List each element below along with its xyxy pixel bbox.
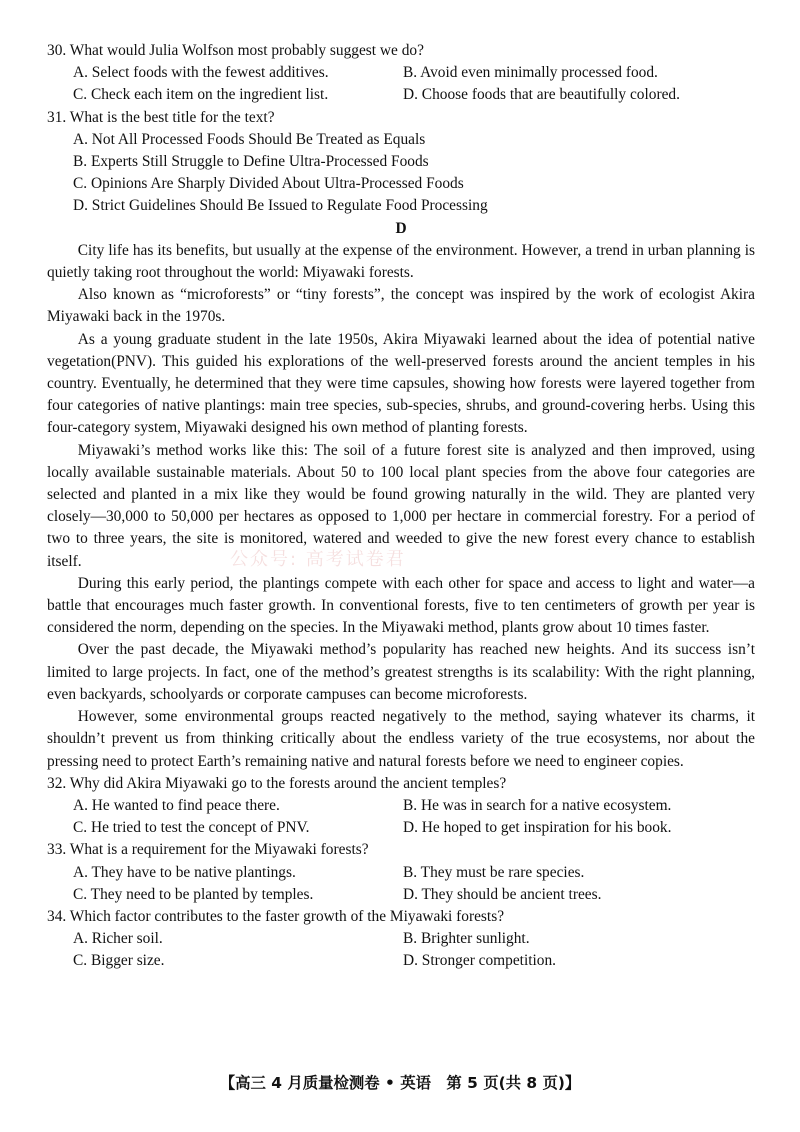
- option-b: B. Experts Still Struggle to Define Ultra-Processed Foods: [73, 153, 429, 171]
- options-list: [47, 129, 755, 218]
- option-c: C. He tried to test the concept of PNV.: [73, 819, 310, 837]
- option-d: D. Strict Guidelines Should Be Issued to Regulate Food Processing: [73, 197, 488, 215]
- page-content: [47, 40, 755, 973]
- option-b: B. Avoid even minimally processed food.: [403, 64, 658, 82]
- option-c: C. They need to be planted by temples.: [73, 885, 314, 903]
- passage-paragraph: During this early period, the plantings compete with each other for space and access to light and water—a battle that encourages much faster growth. In conventional forests, five to ten centimeters of growth per year is considered the norm, depending on the species. In the Miyawaki method, plants grow about 10 times faster.: [47, 574, 755, 637]
- options-grid: [47, 62, 755, 106]
- passage-paragraph: Over the past decade, the Miyawaki method’s popularity has reached new heights. And its success isn’t limited to large projects. In fact, one of the method’s greatest strengths is its scalability: With the right planning, even backyards, schoolyards or corporate campuses can become microforests.: [47, 641, 755, 703]
- passage-paragraph: However, some environmental groups reacted negatively to the method, saying whatever its charms, it shouldn’t prevent us from thinking critically about the endless variety of the true ecosystems, nor about the pressing need to protect Earth’s remaining native and natural forests before we need to engineer copies.: [47, 708, 755, 770]
- option-b: B. He was in search for a native ecosystem.: [403, 796, 672, 814]
- option-d: D. Choose foods that are beautifully colored.: [403, 86, 680, 104]
- question-stem: 32. Why did Akira Miyawaki go to the forests around the ancient temples?: [47, 774, 507, 792]
- passage-paragraph: Miyawaki’s method works like this: The soil of a future forest site is analyzed and then improved, using locally available sustainable materials. About 50 to 100 local plant species from the above four categories are selected and planted in a mix like they would be found growing naturally in the wild. They are planted very closely—30,000 to 50,000 per hectares as opposed to 1,000 per hectare in commercial forestry. For a period of two to three years, the site is monitored, watered and weeded to give the new forest every chance to establish itself.: [47, 441, 755, 570]
- question-stem: 30. What would Julia Wolfson most probably suggest we do?: [47, 42, 424, 59]
- option-d: D. They should be ancient trees.: [403, 885, 602, 903]
- question-34: [47, 906, 755, 973]
- page-footer: 【高三 4 月质量检测卷 • 英语 第 5 页(共 8 页)】: [219, 1074, 581, 1092]
- passage-paragraph: Also known as “microforests” or “tiny forests”, the concept was inspired by the work of ecologist Akira Miyawaki back in the 1970s.: [47, 286, 755, 326]
- option-a: A. They have to be native plantings.: [73, 863, 296, 881]
- options-grid: [47, 928, 755, 972]
- option-a: A. Richer soil.: [73, 930, 163, 948]
- option-c: C. Bigger size.: [73, 952, 165, 970]
- option-b: B. Brighter sunlight.: [403, 930, 530, 948]
- option-b: B. They must be rare species.: [403, 863, 585, 881]
- option-c: C. Check each item on the ingredient list.: [73, 86, 329, 104]
- options-grid: [47, 862, 755, 906]
- options-grid: [47, 795, 755, 839]
- question-stem: 33. What is a requirement for the Miyawaki forests?: [47, 841, 369, 859]
- question-32: [47, 773, 755, 840]
- option-a: A. He wanted to find peace there.: [73, 796, 280, 814]
- passage-paragraph: City life has its benefits, but usually at the expense of the environment. However, a trend in urban planning is quietly taking root throughout the world: Miyawaki forests.: [47, 241, 755, 282]
- question-stem: 31. What is the best title for the text?: [47, 108, 275, 126]
- option-a: A. Select foods with the fewest additives.: [73, 64, 329, 82]
- question-33: [47, 839, 755, 906]
- option-d: D. Stronger competition.: [403, 952, 557, 970]
- question-31: [47, 107, 755, 218]
- option-c: C. Opinions Are Sharply Divided About Ultra-Processed Foods: [73, 175, 464, 193]
- section-heading: D: [395, 219, 407, 237]
- question-stem: 34. Which factor contributes to the faster growth of the Miyawaki forests?: [47, 907, 505, 925]
- passage-paragraph: As a young graduate student in the late 1950s, Akira Miyawaki learned about the idea of potential native vegetation(PNV). This guided his explorations of the well-preserved forests around the ancient temples in his country. Eventually, he determined that they were time capsules, showing how forests were layered together from four categories of native plantings: main tree species, sub-species, shrubs, and ground-covering herbs. Using this four-category system, Miyawaki designed his own method of planting forests.: [47, 330, 755, 437]
- question-30: [47, 40, 755, 107]
- reading-passage: [47, 240, 755, 773]
- option-a: A. Not All Processed Foods Should Be Treated as Equals: [73, 130, 426, 148]
- option-d: D. He hoped to get inspiration for his book.: [403, 819, 672, 837]
- watermark: 公众号: 高考试卷君: [230, 549, 406, 570]
